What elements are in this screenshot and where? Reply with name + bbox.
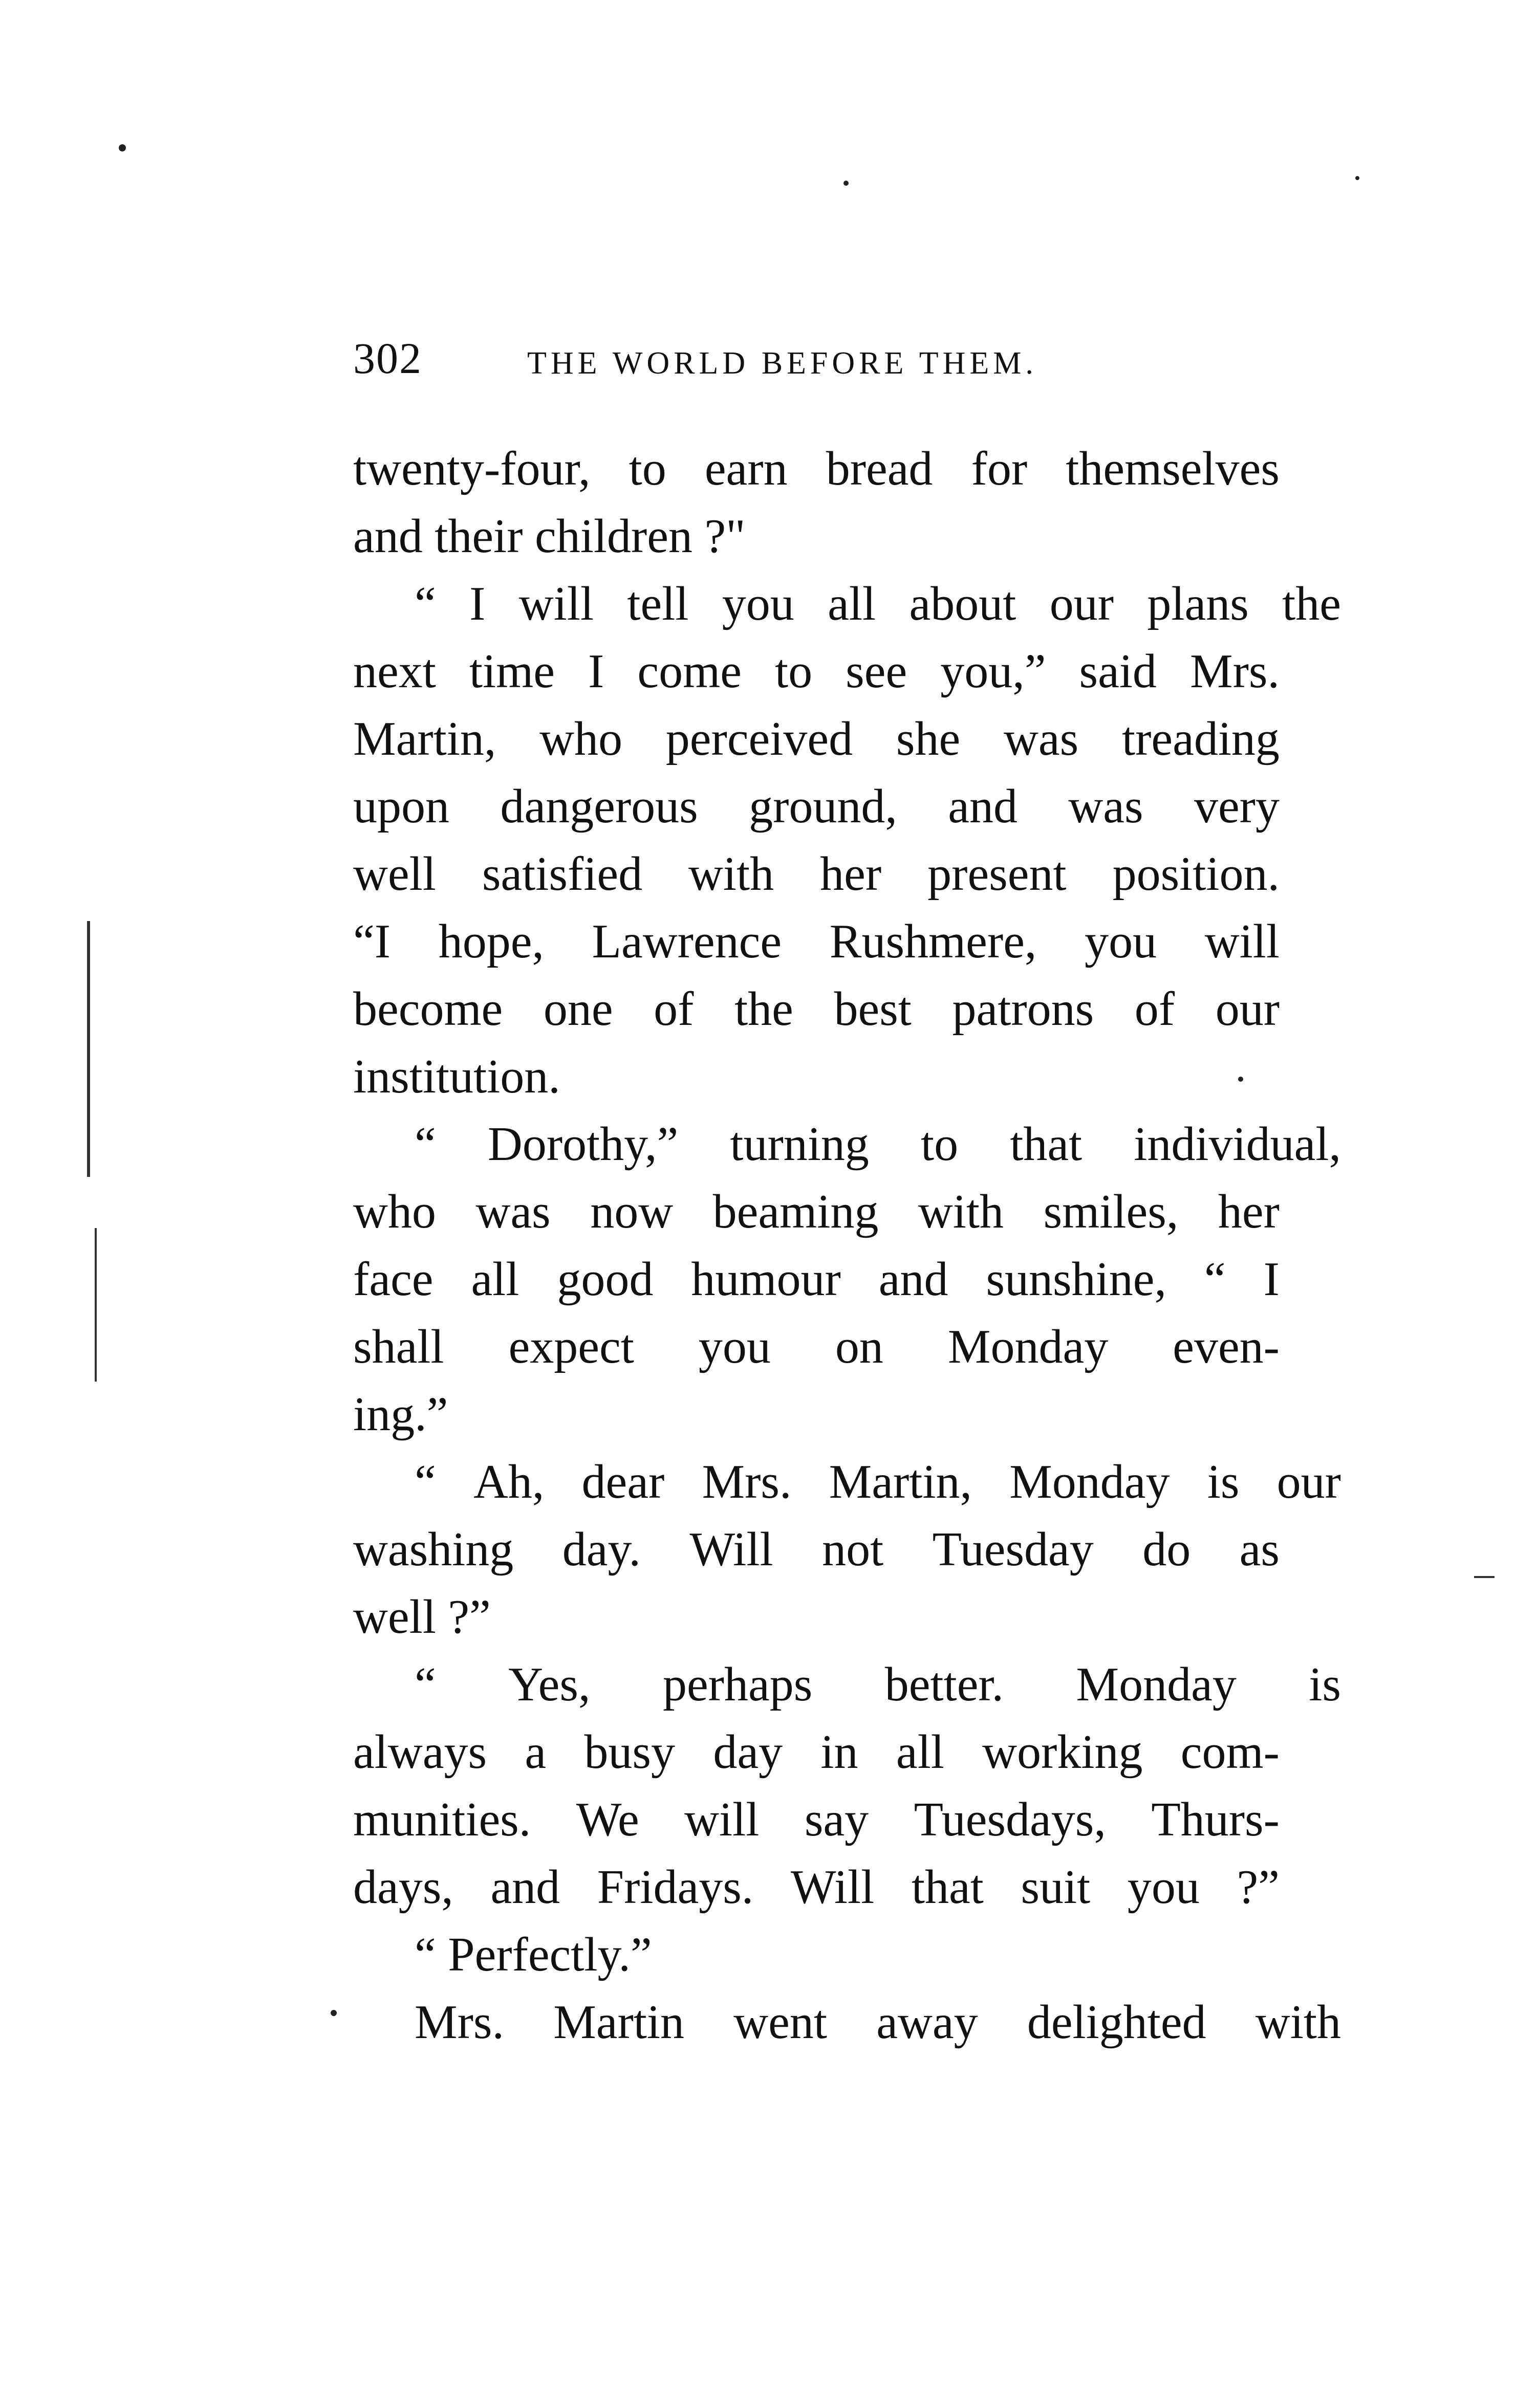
word: treading bbox=[1121, 712, 1280, 765]
margin-mark bbox=[87, 921, 90, 1177]
word: a bbox=[525, 1725, 547, 1779]
word: to bbox=[920, 1118, 959, 1171]
word: Martin, bbox=[353, 712, 496, 765]
text-line bbox=[353, 1786, 1280, 1853]
word: Fridays. bbox=[597, 1860, 754, 1914]
word: is bbox=[1309, 1658, 1341, 1711]
scan-speck bbox=[1238, 1077, 1243, 1082]
word: her bbox=[820, 847, 882, 901]
word: come bbox=[637, 645, 742, 698]
word: Will bbox=[790, 1860, 875, 1914]
word: We bbox=[576, 1793, 639, 1846]
word: day. bbox=[562, 1523, 641, 1576]
text-line bbox=[353, 435, 1280, 502]
word: always bbox=[353, 1725, 487, 1779]
word: Thurs- bbox=[1151, 1793, 1280, 1846]
word: the bbox=[1282, 577, 1341, 630]
text-line bbox=[353, 1313, 1280, 1381]
word: on bbox=[835, 1320, 883, 1373]
word: Dorothy,” bbox=[487, 1118, 679, 1171]
word: earn bbox=[704, 442, 788, 495]
word: to bbox=[629, 442, 666, 495]
word: Monday bbox=[947, 1320, 1109, 1373]
text-line bbox=[353, 638, 1280, 705]
text-line bbox=[353, 773, 1280, 840]
word: Monday bbox=[1076, 1658, 1237, 1711]
word: away bbox=[876, 1996, 978, 2049]
word: very bbox=[1194, 780, 1280, 833]
word: Mrs. bbox=[1189, 645, 1280, 698]
word: who bbox=[353, 1185, 436, 1238]
word: com- bbox=[1180, 1725, 1280, 1779]
word: for bbox=[971, 442, 1028, 495]
word: expect bbox=[508, 1320, 634, 1373]
text-line: institution. bbox=[353, 1050, 560, 1103]
word: turning bbox=[730, 1118, 869, 1171]
word: will bbox=[1204, 915, 1280, 968]
word: “ bbox=[415, 577, 436, 630]
text-line bbox=[353, 570, 1341, 638]
word: next bbox=[353, 645, 436, 698]
word: say bbox=[804, 1793, 869, 1846]
word: delighted bbox=[1027, 1996, 1206, 2049]
word: Yes, bbox=[508, 1658, 591, 1711]
word: went bbox=[733, 1996, 828, 2049]
word: the bbox=[734, 982, 793, 1036]
word: Monday bbox=[1009, 1455, 1170, 1508]
word: one bbox=[543, 982, 613, 1036]
word: that bbox=[911, 1860, 984, 1914]
text-line bbox=[353, 1245, 1280, 1313]
word: suit bbox=[1021, 1860, 1091, 1914]
text-line: well ?” bbox=[353, 1590, 491, 1644]
text-line bbox=[353, 1853, 1280, 1921]
word: you bbox=[1127, 1860, 1200, 1914]
word: well bbox=[353, 847, 436, 901]
word: “ bbox=[415, 1118, 436, 1171]
word: face bbox=[353, 1253, 434, 1306]
text-line bbox=[353, 1988, 1341, 2056]
word: not bbox=[822, 1523, 884, 1576]
word: “ bbox=[415, 1658, 436, 1711]
word: you bbox=[722, 577, 794, 630]
text-line bbox=[353, 908, 1280, 975]
word: I bbox=[1263, 1253, 1280, 1306]
scan-speck bbox=[843, 181, 849, 186]
word: upon bbox=[353, 780, 449, 833]
word: better. bbox=[884, 1658, 1004, 1711]
word: and bbox=[490, 1860, 560, 1914]
word: all bbox=[896, 1725, 944, 1779]
word: see bbox=[846, 645, 907, 698]
word: perceived bbox=[665, 712, 853, 765]
word: all bbox=[828, 577, 876, 630]
word: of bbox=[654, 982, 694, 1036]
word: you,” bbox=[940, 645, 1046, 698]
word: shall bbox=[353, 1320, 444, 1373]
text-line bbox=[353, 975, 1280, 1043]
word: satisfied bbox=[482, 847, 643, 901]
word: position. bbox=[1112, 847, 1280, 901]
word: in bbox=[820, 1725, 858, 1779]
word: munities. bbox=[353, 1793, 531, 1846]
word: “I bbox=[353, 915, 391, 968]
word: with bbox=[1255, 1996, 1341, 2049]
word: of bbox=[1134, 982, 1175, 1036]
word: dear bbox=[581, 1455, 665, 1508]
word: do bbox=[1142, 1523, 1191, 1576]
word: was bbox=[1068, 780, 1143, 833]
text-line bbox=[353, 705, 1280, 773]
word: is bbox=[1207, 1455, 1240, 1508]
word: days, bbox=[353, 1860, 453, 1914]
word: best bbox=[834, 982, 912, 1036]
word: she bbox=[896, 712, 961, 765]
word: smiles, bbox=[1043, 1185, 1179, 1238]
text-line: “ Perfectly.” bbox=[415, 1928, 652, 1981]
word: become bbox=[353, 982, 503, 1036]
word: Rushmere, bbox=[829, 915, 1037, 968]
word: individual, bbox=[1134, 1118, 1341, 1171]
word: and bbox=[878, 1253, 948, 1306]
word: Ah, bbox=[473, 1455, 545, 1508]
word: perhaps bbox=[662, 1658, 813, 1711]
word: who bbox=[539, 712, 623, 765]
word: about bbox=[909, 577, 1016, 630]
word: Will bbox=[689, 1523, 773, 1576]
word: washing bbox=[353, 1523, 514, 1576]
word: Mrs. bbox=[415, 1996, 504, 2049]
word: humour bbox=[691, 1253, 841, 1306]
word: I bbox=[588, 645, 604, 698]
word: beaming bbox=[712, 1185, 879, 1238]
word: “ bbox=[1204, 1253, 1226, 1306]
margin-mark bbox=[1474, 1576, 1495, 1578]
word: Martin bbox=[553, 1996, 685, 2049]
word: will bbox=[518, 577, 594, 630]
word: as bbox=[1239, 1523, 1280, 1576]
word: bread bbox=[826, 442, 933, 495]
word: Tuesday bbox=[932, 1523, 1094, 1576]
word: our bbox=[1276, 1455, 1341, 1508]
text-line bbox=[353, 1448, 1341, 1516]
word: good bbox=[557, 1253, 654, 1306]
word: Martin, bbox=[829, 1455, 972, 1508]
word: and bbox=[948, 780, 1018, 833]
word: busy bbox=[584, 1725, 676, 1779]
text-line: ing.” bbox=[353, 1388, 448, 1441]
word: will bbox=[684, 1793, 760, 1846]
page-header bbox=[353, 333, 1326, 389]
word: you bbox=[1085, 915, 1157, 968]
word: “ bbox=[415, 1455, 436, 1508]
word: time bbox=[469, 645, 555, 698]
word: I bbox=[469, 577, 486, 630]
word: plans bbox=[1147, 577, 1249, 630]
body-text bbox=[353, 435, 1341, 2056]
margin-mark bbox=[95, 1228, 97, 1382]
text-line bbox=[353, 840, 1280, 908]
word: twenty-four, bbox=[353, 442, 591, 495]
word: with bbox=[688, 847, 774, 901]
text-line bbox=[353, 1178, 1280, 1245]
word: sunshine, bbox=[986, 1253, 1166, 1306]
word: to bbox=[774, 645, 813, 698]
word: our bbox=[1215, 982, 1280, 1036]
word: ground, bbox=[749, 780, 897, 833]
running-title: THE WORLD BEFORE THEM. bbox=[527, 346, 1037, 381]
word: our bbox=[1049, 577, 1114, 630]
word: tell bbox=[627, 577, 689, 630]
word: Mrs. bbox=[702, 1455, 792, 1508]
word: that bbox=[1010, 1118, 1083, 1171]
scan-speck bbox=[119, 144, 126, 151]
word: with bbox=[918, 1185, 1004, 1238]
word: all bbox=[471, 1253, 519, 1306]
word: you bbox=[698, 1320, 771, 1373]
word: now bbox=[590, 1185, 674, 1238]
word: Lawrence bbox=[592, 915, 782, 968]
scan-speck bbox=[1355, 176, 1359, 180]
word: themselves bbox=[1066, 442, 1280, 495]
word: dangerous bbox=[500, 780, 698, 833]
word: hope, bbox=[438, 915, 544, 968]
word: patrons bbox=[952, 982, 1094, 1036]
text-line bbox=[353, 1110, 1341, 1178]
word: working bbox=[982, 1725, 1143, 1779]
scan-speck bbox=[331, 2010, 337, 2016]
word: Tuesdays, bbox=[914, 1793, 1106, 1846]
word: even- bbox=[1173, 1320, 1280, 1373]
word: present bbox=[927, 847, 1067, 901]
text-line bbox=[353, 1718, 1280, 1786]
text-line bbox=[353, 1516, 1280, 1583]
word: ?” bbox=[1237, 1860, 1280, 1914]
text-line bbox=[353, 1651, 1341, 1718]
text-line: and their children ?" bbox=[353, 510, 746, 563]
word: day bbox=[713, 1725, 783, 1779]
word: her bbox=[1218, 1185, 1280, 1238]
word: was bbox=[475, 1185, 551, 1238]
word: said bbox=[1079, 645, 1157, 698]
word: was bbox=[1003, 712, 1079, 765]
page-number: 302 bbox=[353, 334, 422, 383]
